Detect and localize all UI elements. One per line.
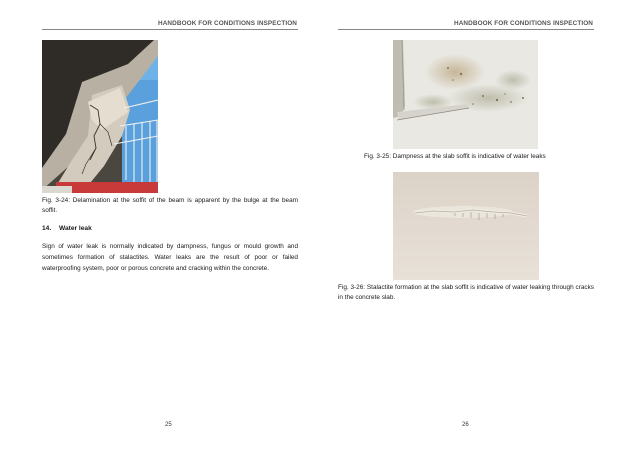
figure-3-24-caption: Fig. 3-24: Delamination at the soffit of the beam is apparent by the bulge at the beam soffit.: [42, 197, 298, 214]
page-header: HANDBOOK FOR CONDITIONS INSPECTION: [454, 20, 594, 27]
header-rule: [42, 29, 298, 30]
figure-3-26-caption: Fig. 3-26: Stalactite formation at the slab soffit is indicative of water leaking through cracks in the concrete slab.: [338, 284, 594, 301]
page-number: 26: [462, 422, 469, 428]
left-page: [0, 0, 317, 449]
right-page: [318, 0, 635, 449]
figure-3-25-photo: [393, 40, 538, 149]
section-number: 14.: [42, 225, 52, 232]
header-rule: [338, 29, 594, 30]
water-leak-paragraph: Sign of water leak is normally indicated by dampness, fungus or mould growth and sometimes formation of stalactites. Water leaks are the result of poor or failed waterproofing system, poor or porous concrete and cracking within the concrete.: [42, 243, 298, 272]
figure-3-26-photo: [393, 172, 539, 280]
page-header: HANDBOOK FOR CONDITIONS INSPECTION: [158, 20, 298, 27]
section-title: Water leak: [59, 225, 92, 232]
page-number: 25: [165, 422, 172, 428]
section-heading-water-leak: [42, 225, 92, 232]
figure-3-24-photo: [42, 40, 158, 193]
figure-3-25-caption: Fig. 3-25: Dampness at the slab soffit is indicative of water leaks: [364, 153, 546, 160]
